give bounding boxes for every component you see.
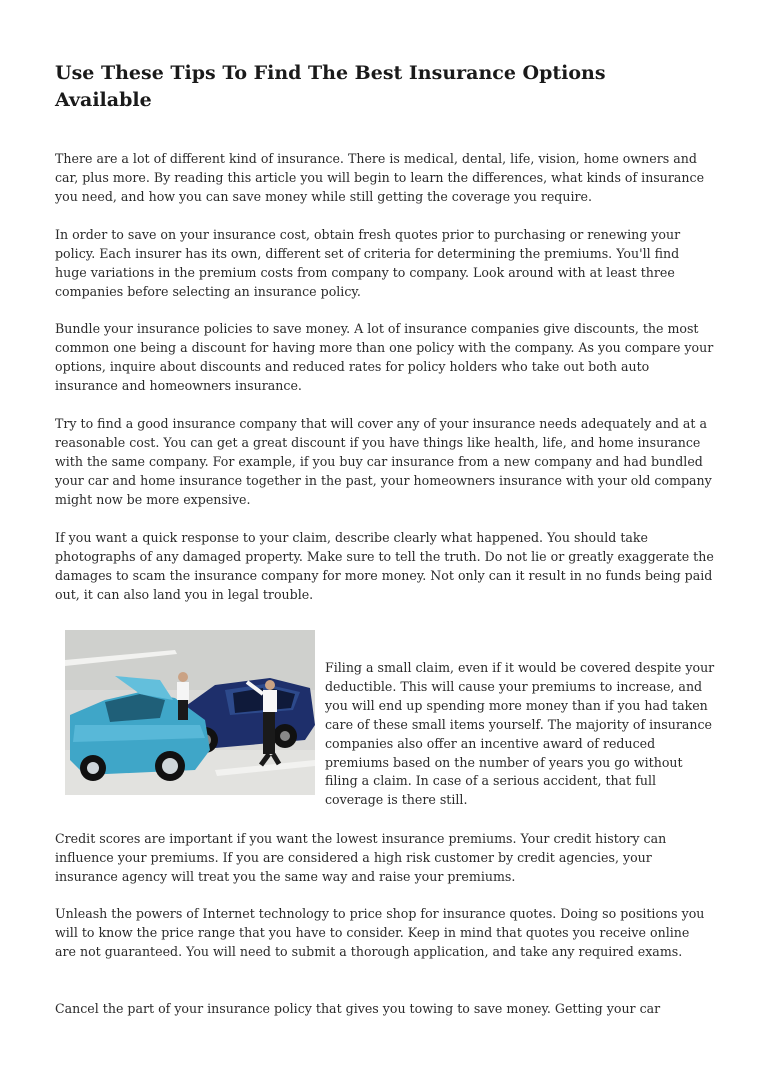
paragraph-good-company: Try to find a good insurance company that will cover any of your insurance needs adequately and at a reasonable cost. You can get a great discount if you have things like health, life, and home insurance with the same company. For example, if you buy car insurance from a new company and had bundled your car and home insurance together in the past, your homeowners insurance with your old company might now be more expensive. [55, 416, 712, 507]
page-title: Use These Tips To Find The Best Insurance Options Available [55, 62, 606, 111]
figure-row [55, 630, 715, 812]
document-page [55, 60, 715, 1016]
paragraph-claim-response: If you want a quick response to your claim, describe clearly what happened. You should take photographs of any damaged property. Make sure to tell the truth. Do not lie or greatly exaggerate the damages to scam the insurance company for more money. Not only can it result in no funds being paid out, it can also land you in legal trouble. [55, 530, 714, 602]
paragraph-credit-scores: Credit scores are important if you want the lowest insurance premiums. Your credit history can influence your premiums. If you are considered a high risk customer by credit agencies, your insurance agency will treat you the same way and raise your premiums. [55, 831, 667, 884]
paragraph-internet: Unleash the powers of Internet technology to price shop for insurance quotes. Doing so positions you will to know the price range that you have to consider. Keep in mind that quotes you receive online are not guaranteed. You will need to submit a thorough application, and take any required exams. [55, 906, 705, 959]
car-accident-photo [65, 630, 315, 795]
car-accident-illustration [65, 630, 315, 795]
figure-caption-paragraph: Filing a small claim, even if it would be covered despite your deductible. This will cause your premiums to increase, and you will end up spending more money than if you had taken care of these small items yourself. The majority of insurance companies also offer an incentive award of reduced premiums based on the number of years you go without filing a claim. In case of a serious accident, that full coverage is there still. [325, 660, 715, 808]
paragraph-towing: Cancel the part of your insurance policy that gives you towing to save money. Getting your car [55, 1001, 661, 1016]
paragraph-quotes: In order to save on your insurance cost, obtain fresh quotes prior to purchasing or renewing your policy. Each insurer has its own, different set of criteria for determining the premiums. You'll find huge variations in the premium costs from company to company. Look around with at least three companies before selecting an insurance policy. [55, 227, 681, 299]
paragraph-intro: There are a lot of different kind of insurance. There is medical, dental, life, vision, home owners and car, plus more. By reading this article you will begin to learn the differences, what kinds of insurance you need, and how you can save money while still getting the coverage you require. [55, 151, 705, 204]
paragraph-bundle: Bundle your insurance policies to save money. A lot of insurance companies give discounts, the most common one being a discount for having more than one policy with the company. As you compare your options, inquire about discounts and reduced rates for policy holders who take out both auto insurance and homeowners insurance. [55, 321, 714, 393]
